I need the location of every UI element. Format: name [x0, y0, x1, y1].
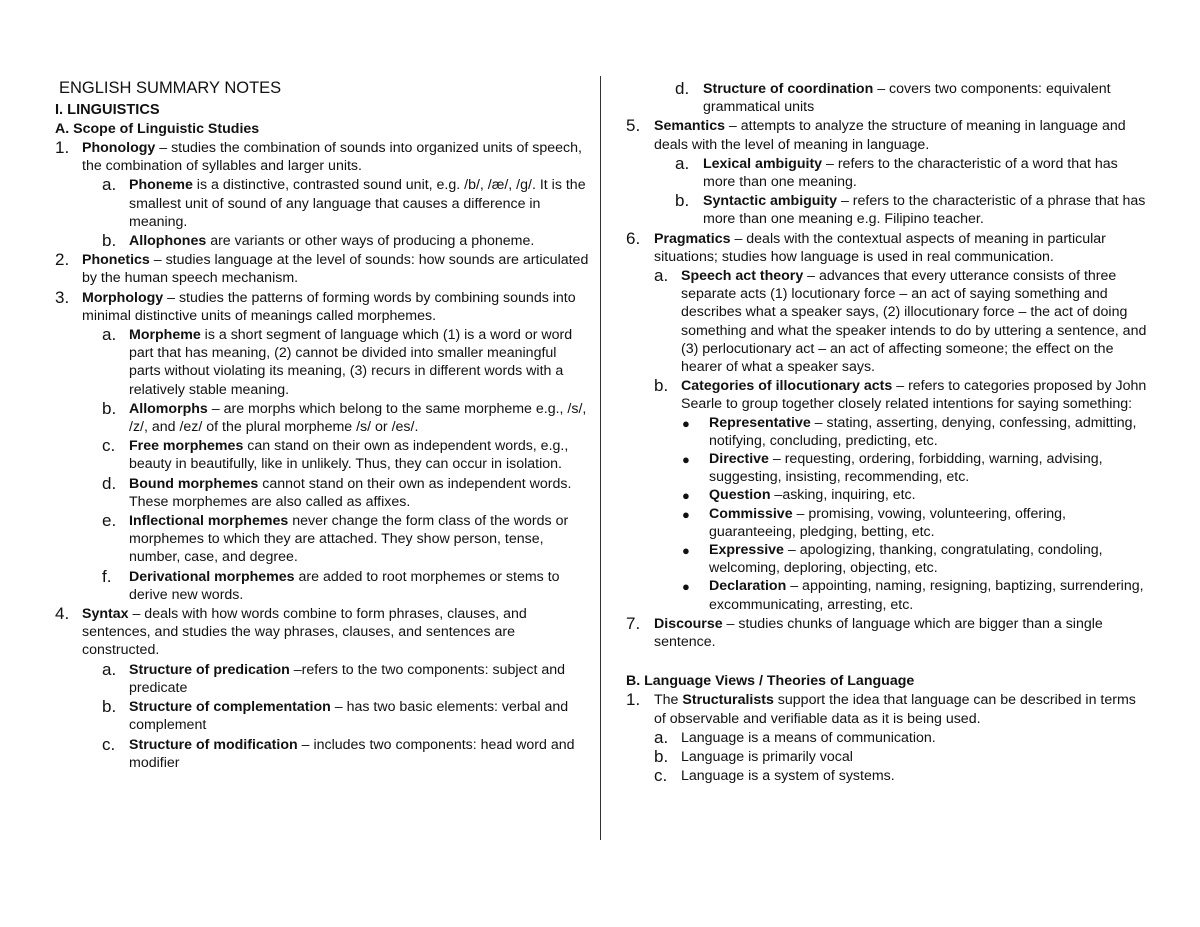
- sub-text: are variants or other ways of producing a phoneme.: [206, 233, 535, 250]
- sub-text: – advances that every utterance consists of three separate acts (1) locutionary force – an act of saying something and describes what a speaker says, (2) illocutionary force – the act of doing something and what the speaker intends to do by uttering a sentence, and (3) perlocutionary act – an act of affecting someone; the effect on the hearer of what a speaker says.: [681, 268, 1147, 376]
- item-term: Discourse: [654, 615, 723, 632]
- sub-term: Inflectional morphemes: [129, 513, 289, 530]
- sub-item-system: [626, 767, 1151, 785]
- sub-letter: b.: [675, 191, 690, 211]
- item-number: 3.: [55, 287, 70, 307]
- item-text: – studies the patterns of forming words by combining sounds into minimal distinctive units of meanings called morphemes.: [82, 289, 576, 324]
- item-term: Syntax: [82, 606, 129, 623]
- sub-term: Speech act theory: [681, 268, 804, 285]
- sub-term: Phoneme: [129, 177, 193, 194]
- sub-term: Bound morphemes: [129, 475, 259, 492]
- bullet-text: – appointing, naming, resigning, baptizing, surrendering, excommunicating, arresting, etc.: [709, 578, 1144, 613]
- list-item-syntax: [55, 605, 590, 660]
- item-number: 4.: [55, 604, 70, 624]
- sub-term: Structure of predication: [129, 661, 290, 678]
- sub-text: Language is primarily vocal: [681, 748, 853, 765]
- bullet-expressive: [626, 541, 1151, 577]
- item-number: 1.: [626, 690, 641, 710]
- sub-letter: c.: [654, 766, 668, 786]
- bullet-term: Declaration: [709, 578, 787, 595]
- sub-letter: b.: [102, 231, 117, 251]
- document-title: ENGLISH SUMMARY NOTES: [59, 79, 282, 97]
- bullet-term: Commissive: [709, 505, 793, 522]
- sub-letter: b.: [654, 746, 669, 766]
- list-item-discourse: [626, 615, 1151, 651]
- item-term: Morphology: [82, 289, 164, 306]
- item-text: – studies language at the level of sounds: how sounds are articulated by the human speech mechanism.: [82, 252, 589, 287]
- sub-item-communication: [626, 729, 1151, 747]
- bullet-term: Expressive: [709, 542, 784, 559]
- sub-text: – are morphs which belong to the same morpheme e.g., /s/, /z/, and /ez/ of the plural morpheme /s/ or /es/.: [129, 400, 587, 436]
- sub-text: – includes two components: head word and modifier: [129, 736, 575, 771]
- item-term: Phonetics: [82, 252, 150, 269]
- sub-term: Derivational morphemes: [129, 568, 295, 585]
- sub-text: can stand on their own as independent words, e.g., beauty in beautifully, like in unlikely. Thus, they can occur in isolation.: [129, 438, 569, 473]
- sub-item-derivational-morphemes: [55, 568, 590, 604]
- item-number: 5.: [626, 116, 641, 136]
- sub-term: Categories of illocutionary acts: [681, 378, 893, 395]
- sub-text: –refers to the two components: subject and predicate: [129, 661, 566, 696]
- sub-item-inflectional-morphemes: [55, 512, 590, 567]
- sub-item-vocal: [626, 748, 1151, 766]
- list-item-semantics: [626, 117, 1151, 153]
- sub-text: is a short segment of language which (1) is a word or word part that has meaning, (2) cannot be divided into smaller meaningful parts without violating its meaning, (3) recurs in different words with a relatively stable meaning.: [129, 327, 573, 398]
- item-text: – studies the combination of sounds into organized units of speech, the combination of syllables and larger units.: [82, 140, 582, 175]
- bullet-term: Directive: [709, 451, 769, 468]
- sub-text: never change the form class of the words or morphemes to which they are attached. They show person, tense, number, case, and degree.: [129, 513, 569, 566]
- sub-letter: a.: [102, 175, 117, 195]
- sub-item-free-morphemes: [55, 437, 590, 473]
- column-divider: [600, 76, 601, 840]
- sub-text: cannot stand on their own as independent words. These morphemes are also called as affixes.: [129, 475, 572, 510]
- sub-term: Allomorphs: [129, 400, 208, 417]
- sub-item-lexical-ambiguity: [626, 155, 1151, 191]
- sub-letter: f.: [102, 566, 112, 586]
- sub-term: Morpheme: [129, 327, 201, 344]
- sub-item-modification: [55, 736, 590, 772]
- list-item-morphology: [55, 289, 590, 325]
- sub-letter: c.: [102, 734, 116, 754]
- sub-term: Structure of modification: [129, 736, 298, 753]
- sub-item-morpheme: [55, 326, 590, 399]
- sub-letter: e.: [102, 511, 117, 531]
- sub-item-phoneme: [55, 176, 590, 231]
- sub-term: Lexical ambiguity: [703, 155, 823, 172]
- sub-letter: a.: [102, 325, 117, 345]
- bullet-text: – apologizing, thanking, congratulating, condoling, welcoming, deploring, objecting, etc.: [709, 542, 1103, 577]
- sub-term: Structure of complementation: [129, 699, 331, 716]
- sub-text: is a distinctive, contrasted sound unit, e.g. /b/, /æ/, /g/. It is the smallest unit of sound of any language that causes a difference in meaning.: [129, 177, 586, 230]
- sub-letter: c.: [102, 436, 116, 456]
- bullet-icon: ●: [682, 543, 690, 559]
- sub-text: – refers to the characteristic of a phrase that has more than one meaning e.g. Filipino teacher.: [703, 193, 1146, 228]
- sub-item-allophones: [55, 232, 590, 250]
- bullet-icon: ●: [682, 579, 690, 595]
- sub-letter: d.: [102, 473, 117, 493]
- list-item-phonetics: [55, 251, 590, 287]
- sub-text: – refers to the characteristic of a word that has more than one meaning.: [703, 155, 1118, 191]
- sub-text: – has two basic elements: verbal and complement: [129, 699, 569, 734]
- list-item-structuralists: [626, 691, 1151, 727]
- bullet-text: – stating, asserting, denying, confessing, admitting, notifying, concluding, predicting, etc.: [709, 414, 1137, 449]
- sub-letter: d.: [675, 79, 690, 98]
- item-number: 6.: [626, 228, 641, 248]
- sub-text: are added to root morphemes or stems to derive new words.: [129, 568, 560, 603]
- section-b-heading: B. Language Views / Theories of Language: [626, 673, 915, 690]
- item-number: 2.: [55, 250, 70, 270]
- bullet-icon: ●: [682, 415, 690, 431]
- sub-item-complementation: [55, 698, 590, 734]
- bullet-term: Representative: [709, 414, 811, 431]
- item-text: – deals with how words combine to form phrases, clauses, and sentences, and studies the way phrases, clauses, and sentences are constructed.: [82, 606, 527, 659]
- bullet-text: –asking, inquiring, etc.: [770, 487, 916, 504]
- item-text: – attempts to analyze the structure of meaning in language and deals with the level of meaning in language.: [654, 118, 1126, 153]
- sub-item-syntactic-ambiguity: [626, 192, 1151, 228]
- sub-letter: a.: [675, 153, 690, 173]
- sub-term: Structure of coordination: [703, 81, 874, 97]
- item-term: Phonology: [82, 140, 156, 156]
- sub-term: Free morphemes: [129, 438, 244, 455]
- sub-letter: a.: [654, 266, 669, 286]
- section-heading: I. LINGUISTICS: [55, 102, 160, 118]
- bullet-question: [626, 486, 1151, 504]
- sub-letter: b.: [102, 697, 117, 717]
- sub-term: Allophones: [129, 233, 207, 250]
- sub-letter: b.: [102, 398, 117, 418]
- bullet-text: – promising, vowing, volunteering, offering, guaranteeing, pledging, betting, etc.: [709, 505, 1066, 540]
- sub-text: – covers two components: equivalent grammatical units: [703, 81, 1111, 116]
- sub-item-coordination: [626, 80, 1151, 116]
- bullet-directive: [626, 450, 1151, 486]
- left-column: [55, 78, 590, 772]
- list-item-phonology: [55, 139, 590, 175]
- sub-text: Language is a means of communication.: [681, 729, 936, 746]
- sub-text: – refers to categories proposed by John Searle to group together closely related intentions for saying something:: [681, 378, 1147, 413]
- bullet-commissive: [626, 505, 1151, 541]
- bullet-icon: ●: [682, 452, 690, 468]
- item-text: – studies chunks of language which are bigger than a single sentence.: [654, 615, 1103, 651]
- right-column: [626, 80, 1151, 785]
- bullet-representative: [626, 414, 1151, 450]
- sub-letter: a.: [102, 659, 117, 679]
- item-text: – deals with the contextual aspects of meaning in particular situations; studies how language is used in real communication.: [654, 230, 1106, 265]
- item-term: Structuralists: [682, 692, 774, 709]
- list-item-pragmatics: [626, 230, 1151, 266]
- sub-term: Syntactic ambiguity: [703, 193, 838, 210]
- sub-letter: b.: [654, 376, 669, 396]
- bullet-icon: ●: [682, 488, 690, 504]
- item-term: Semantics: [654, 118, 725, 135]
- subsection-heading: A. Scope of Linguistic Studies: [55, 121, 260, 137]
- bullet-term: Question: [709, 487, 771, 504]
- sub-item-illocutionary-categories: [626, 377, 1151, 413]
- item-term: Pragmatics: [654, 230, 731, 247]
- item-number: 7.: [626, 613, 641, 633]
- sub-item-speech-act-theory: [626, 267, 1151, 376]
- sub-item-bound-morphemes: [55, 475, 590, 511]
- sub-item-allomorphs: [55, 400, 590, 436]
- sub-letter: a.: [654, 727, 669, 747]
- item-text: support the idea that language can be described in terms of observable and verifiable data as it is being used.: [654, 692, 1136, 727]
- sub-item-predication: [55, 661, 590, 697]
- bullet-text: – requesting, ordering, forbidding, warning, advising, suggesting, insisting, recommending, etc.: [709, 451, 1103, 486]
- item-prefix: The: [654, 692, 683, 709]
- bullet-declaration: [626, 577, 1151, 613]
- item-number: 1.: [55, 138, 70, 157]
- bullet-icon: ●: [682, 506, 690, 522]
- sub-text: Language is a system of systems.: [681, 768, 895, 785]
